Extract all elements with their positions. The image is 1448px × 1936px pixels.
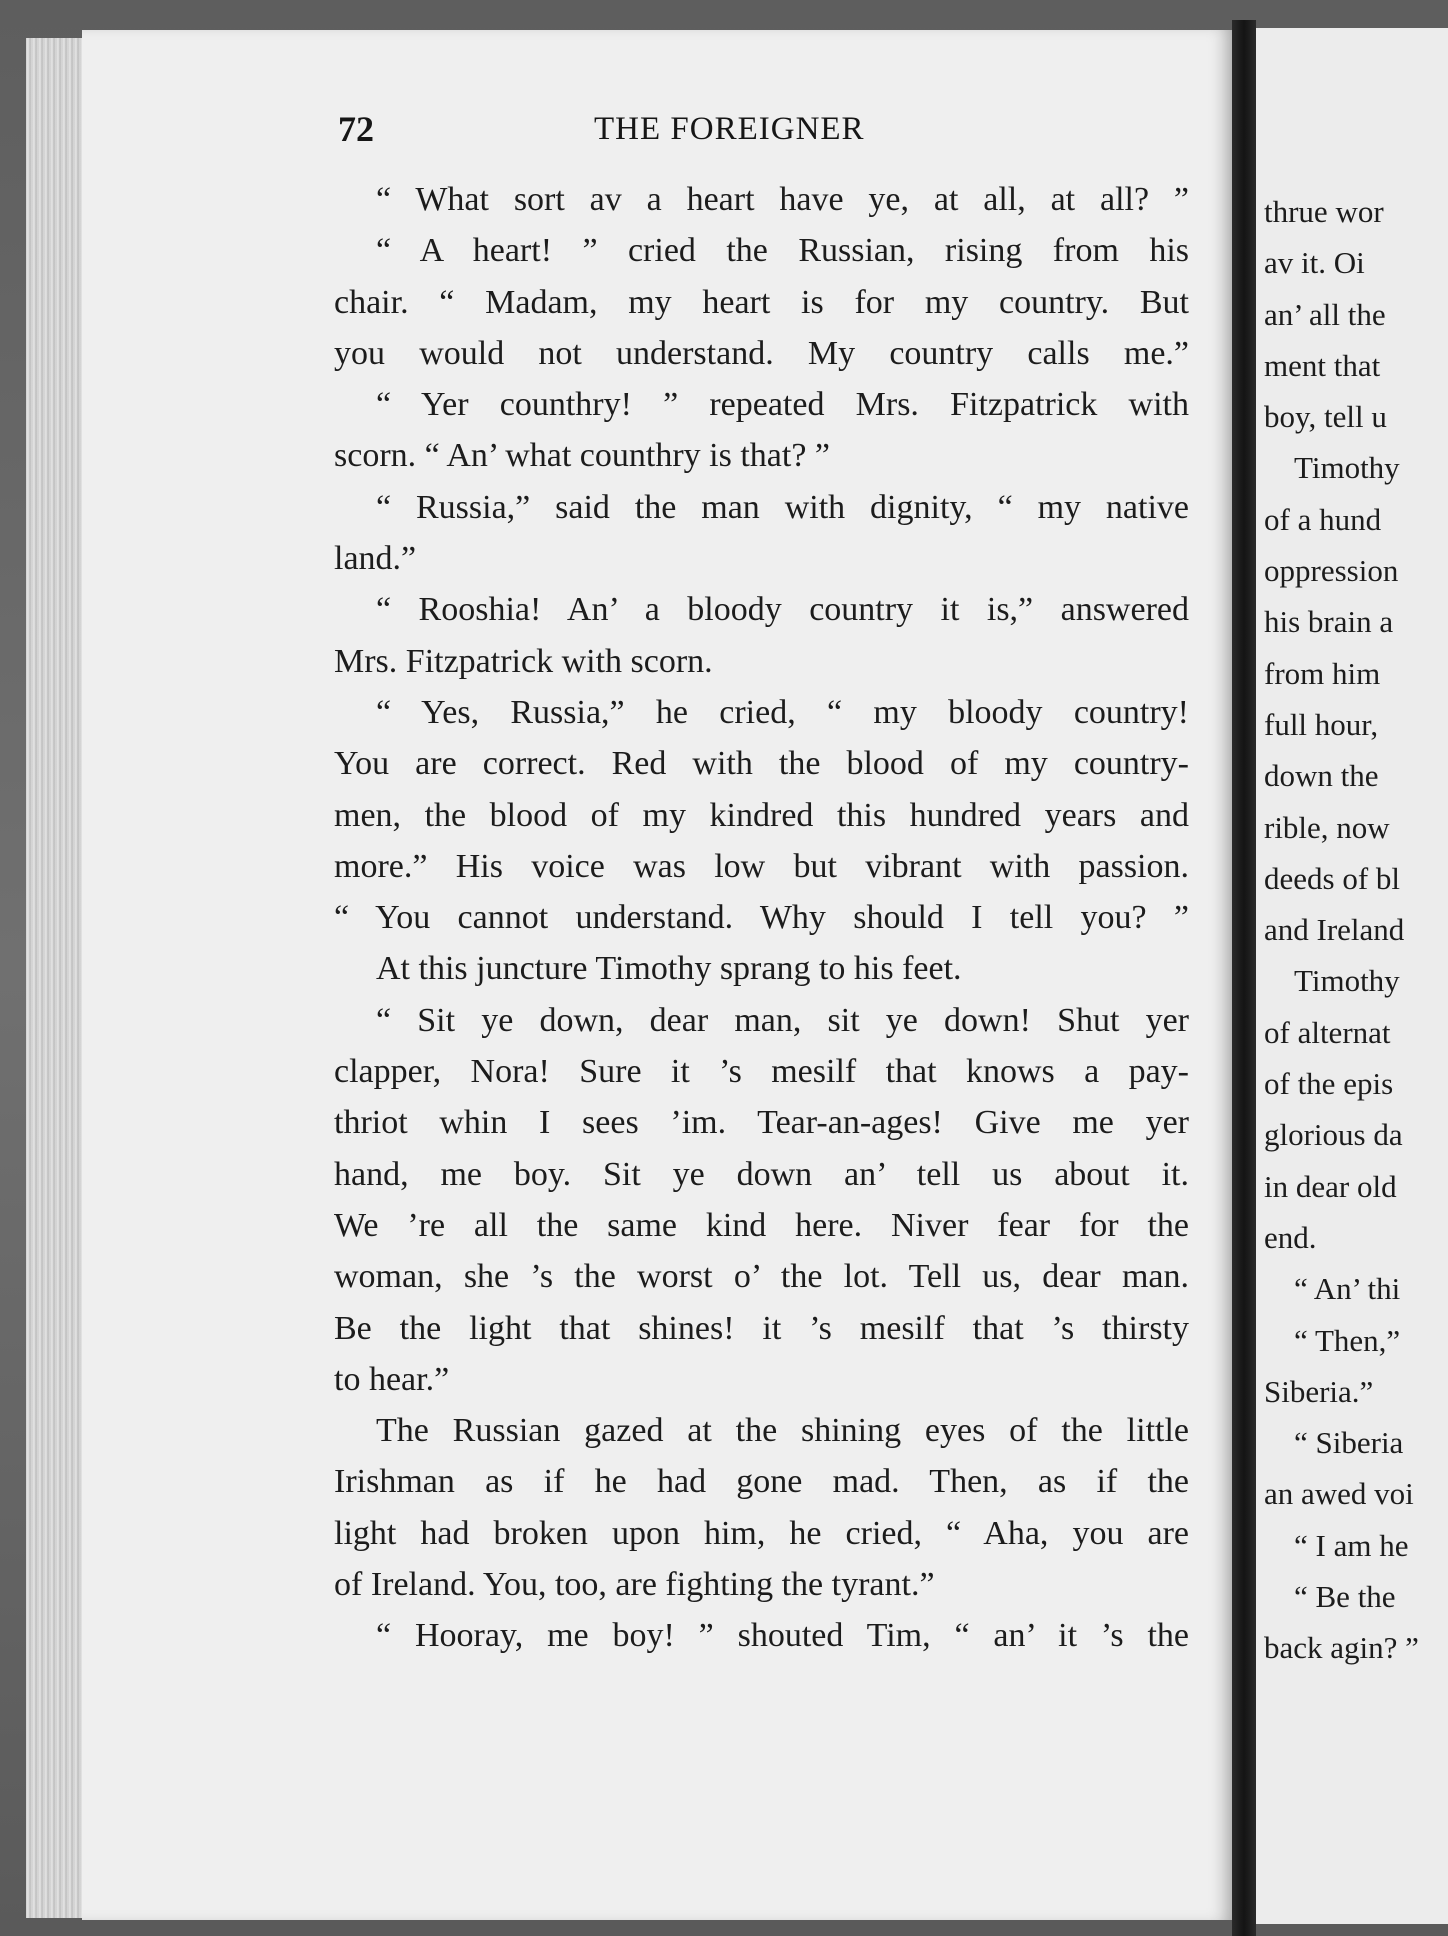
- text-line: The Russian gazed at the shining eyes of the little: [376, 1412, 1189, 1450]
- page-number: 72: [338, 109, 374, 149]
- text-line: glorious da: [1264, 1117, 1403, 1153]
- text-line: We ’re all the same kind here. Niver fear for the: [334, 1206, 1189, 1244]
- text-line: “ Rooshia! An’ a bloody country it is,” answered: [376, 591, 1189, 629]
- text-line: “ Russia,” said the man with dignity, “ my native: [376, 488, 1189, 526]
- text-line: full hour,: [1264, 706, 1379, 742]
- text-line: hand, me boy. Sit ye down an’ tell us about it.: [334, 1155, 1189, 1193]
- text-line: boy, tell u: [1264, 399, 1387, 435]
- text-line: in dear old: [1264, 1168, 1397, 1204]
- text-line: back agin? ”: [1264, 1630, 1419, 1666]
- text-line: an awed voi: [1264, 1476, 1414, 1512]
- text-line: thrue wor: [1264, 194, 1384, 229]
- text-line: “ Then,”: [1294, 1322, 1401, 1358]
- text-line: of the epis: [1264, 1066, 1394, 1102]
- text-line: “ You cannot understand. Why should I tell you? ”: [334, 899, 1189, 937]
- left-page-text: [334, 174, 1189, 1662]
- right-page-text: [1264, 186, 1448, 1674]
- text-line: men, the blood of my kindred this hundred years and: [334, 796, 1189, 834]
- text-line: “ Siberia: [1294, 1425, 1404, 1461]
- text-line: oppression: [1264, 553, 1399, 589]
- text-line: clapper, Nora! Sure it ’s mesilf that knows a pay-: [334, 1053, 1189, 1091]
- text-line: and Ireland: [1264, 912, 1405, 948]
- text-line: you would not understand. My country calls me.”: [334, 334, 1189, 372]
- text-line: to hear.”: [334, 1360, 450, 1398]
- text-line: Timothy: [1294, 963, 1400, 999]
- text-line: rible, now: [1264, 809, 1390, 845]
- page-edges: [26, 38, 84, 1918]
- text-line: Siberia.”: [1264, 1373, 1374, 1409]
- text-line: his brain a: [1264, 604, 1394, 640]
- book-gutter: [1232, 20, 1256, 1936]
- text-line: woman, she ’s the worst o’ the lot. Tell us, dear man.: [334, 1258, 1189, 1296]
- text-line: more.” His voice was low but vibrant with passion.: [334, 847, 1189, 885]
- text-line: “ Yer counthry! ” repeated Mrs. Fitzpatrick with: [376, 386, 1189, 424]
- text-line: “ Sit ye down, dear man, sit ye down! Shut yer: [376, 1001, 1189, 1039]
- text-line: land.”: [334, 540, 417, 578]
- text-line: thriot whin I sees ’im. Tear-an-ages! Give me yer: [334, 1104, 1189, 1142]
- text-line: Irishman as if he had gone mad. Then, as if the: [334, 1463, 1189, 1501]
- text-line: deeds of bl: [1264, 860, 1401, 896]
- text-line: “ What sort av a heart have ye, at all, at all? ”: [376, 181, 1189, 218]
- text-line: “ Be the: [1294, 1579, 1396, 1615]
- text-line: an’ all the: [1264, 296, 1386, 332]
- text-line: down the: [1264, 758, 1379, 794]
- text-line: Mrs. Fitzpatrick with scorn.: [334, 642, 713, 680]
- running-head: THE FOREIGNER: [594, 111, 865, 147]
- text-line: of a hund: [1264, 501, 1382, 537]
- text-line: Timothy: [1294, 450, 1400, 486]
- text-line: You are correct. Red with the blood of my country-: [334, 745, 1189, 783]
- text-line: of alternat: [1264, 1014, 1391, 1050]
- text-line: “ An’ thi: [1294, 1271, 1401, 1307]
- text-line: “ Hooray, me boy! ” shouted Tim, “ an’ it ’s the: [376, 1617, 1189, 1655]
- text-line: “ A heart! ” cried the Russian, rising from his: [376, 232, 1189, 270]
- text-line: At this juncture Timothy sprang to his feet.: [376, 950, 962, 988]
- text-line: light had broken upon him, he cried, “ Aha, you are: [334, 1514, 1189, 1552]
- text-line: scorn. “ An’ what counthry is that? ”: [334, 437, 831, 475]
- text-line: “ I am he: [1294, 1527, 1409, 1563]
- text-line: from him: [1264, 655, 1381, 691]
- text-line: av it. Oi: [1264, 245, 1365, 281]
- text-line: chair. “ Madam, my heart is for my country. But: [334, 283, 1189, 321]
- text-line: “ Yes, Russia,” he cried, “ my bloody country!: [376, 693, 1189, 731]
- text-line: of Ireland. You, too, are fighting the tyrant.”: [334, 1566, 935, 1604]
- text-line: end.: [1264, 1219, 1317, 1255]
- text-line: Be the light that shines! it ’s mesilf that ’s thirsty: [334, 1309, 1189, 1347]
- text-line: ment that: [1264, 347, 1381, 383]
